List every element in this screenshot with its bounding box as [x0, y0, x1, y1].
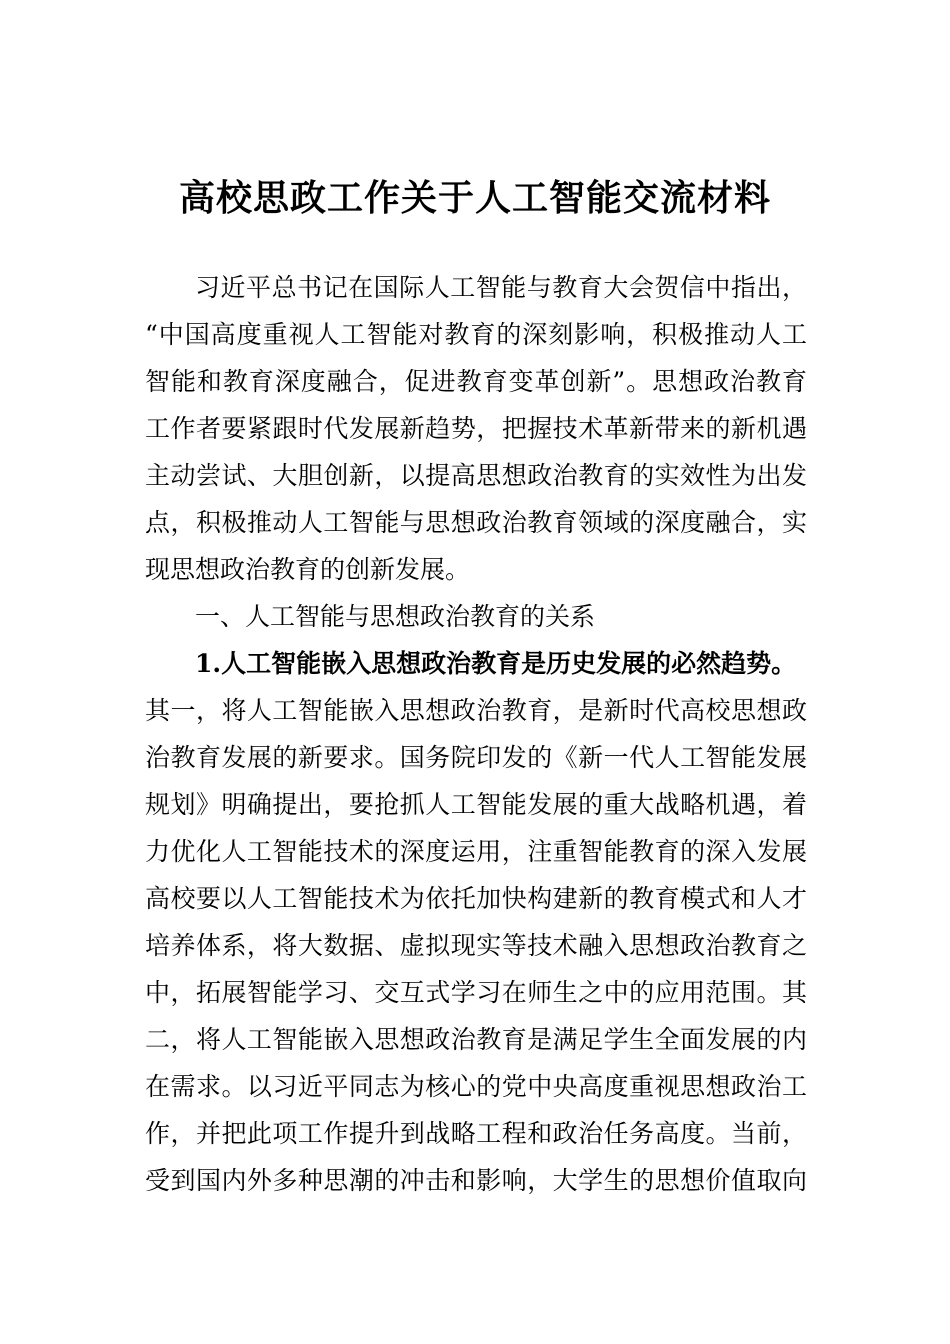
paragraph-line: 其一，将人工智能嵌入思想政治教育，是新时代高校思想政: [145, 696, 807, 725]
paragraph-line: 工作者要紧跟时代发展新趋势，把握技术革新带来的新机遇: [145, 414, 807, 443]
paragraph-line: “中国高度重视人工智能对教育的深刻影响，积极推动人工: [145, 320, 807, 349]
subsection-heading: 1.人工智能嵌入思想政治教育是历史发展的必然趋势。: [195, 649, 797, 678]
paragraph-line: 受到国内外多种思潮的冲击和影响，大学生的思想价值取向: [145, 1166, 807, 1195]
paragraph-line: 力优化人工智能技术的深度运用，注重智能教育的深入发展: [145, 837, 807, 866]
paragraph-line: 作，并把此项工作提升到战略工程和政治任务高度。当前，: [145, 1119, 807, 1148]
paragraph-line: 点，积极推动人工智能与思想政治教育领域的深度融合，实: [145, 508, 807, 537]
paragraph-line: 培养体系，将大数据、虚拟现实等技术融入思想政治教育之: [145, 931, 807, 960]
paragraph-line: 二，将人工智能嵌入思想政治教育是满足学生全面发展的内: [145, 1025, 807, 1054]
paragraph-line: 规划》明确提出，要抢抓人工智能发展的重大战略机遇，着: [145, 790, 807, 819]
paragraph-line: 中，拓展智能学习、交互式学习在师生之中的应用范围。其: [145, 978, 807, 1007]
paragraph-line: 现思想政治教育的创新发展。: [145, 555, 471, 584]
paragraph-line: 主动尝试、大胆创新，以提高思想政治教育的实效性为出发: [145, 461, 807, 490]
paragraph-line: 智能和教育深度融合，促进教育变革创新”。思想政治教育: [145, 367, 807, 396]
paragraph-line: 在需求。以习近平同志为核心的党中央高度重视思想政治工: [145, 1072, 807, 1101]
paragraph-line: 习近平总书记在国际人工智能与教育大会贺信中指出，: [195, 273, 807, 302]
paragraph-line: 治教育发展的新要求。国务院印发的《新一代人工智能发展: [145, 743, 807, 772]
paragraph-line: 高校要以人工智能技术为依托加快构建新的教育模式和人才: [145, 884, 807, 913]
document-title: 高校思政工作关于人工智能交流材料: [178, 177, 771, 219]
section-heading: 一、人工智能与思想政治教育的关系: [195, 602, 596, 631]
